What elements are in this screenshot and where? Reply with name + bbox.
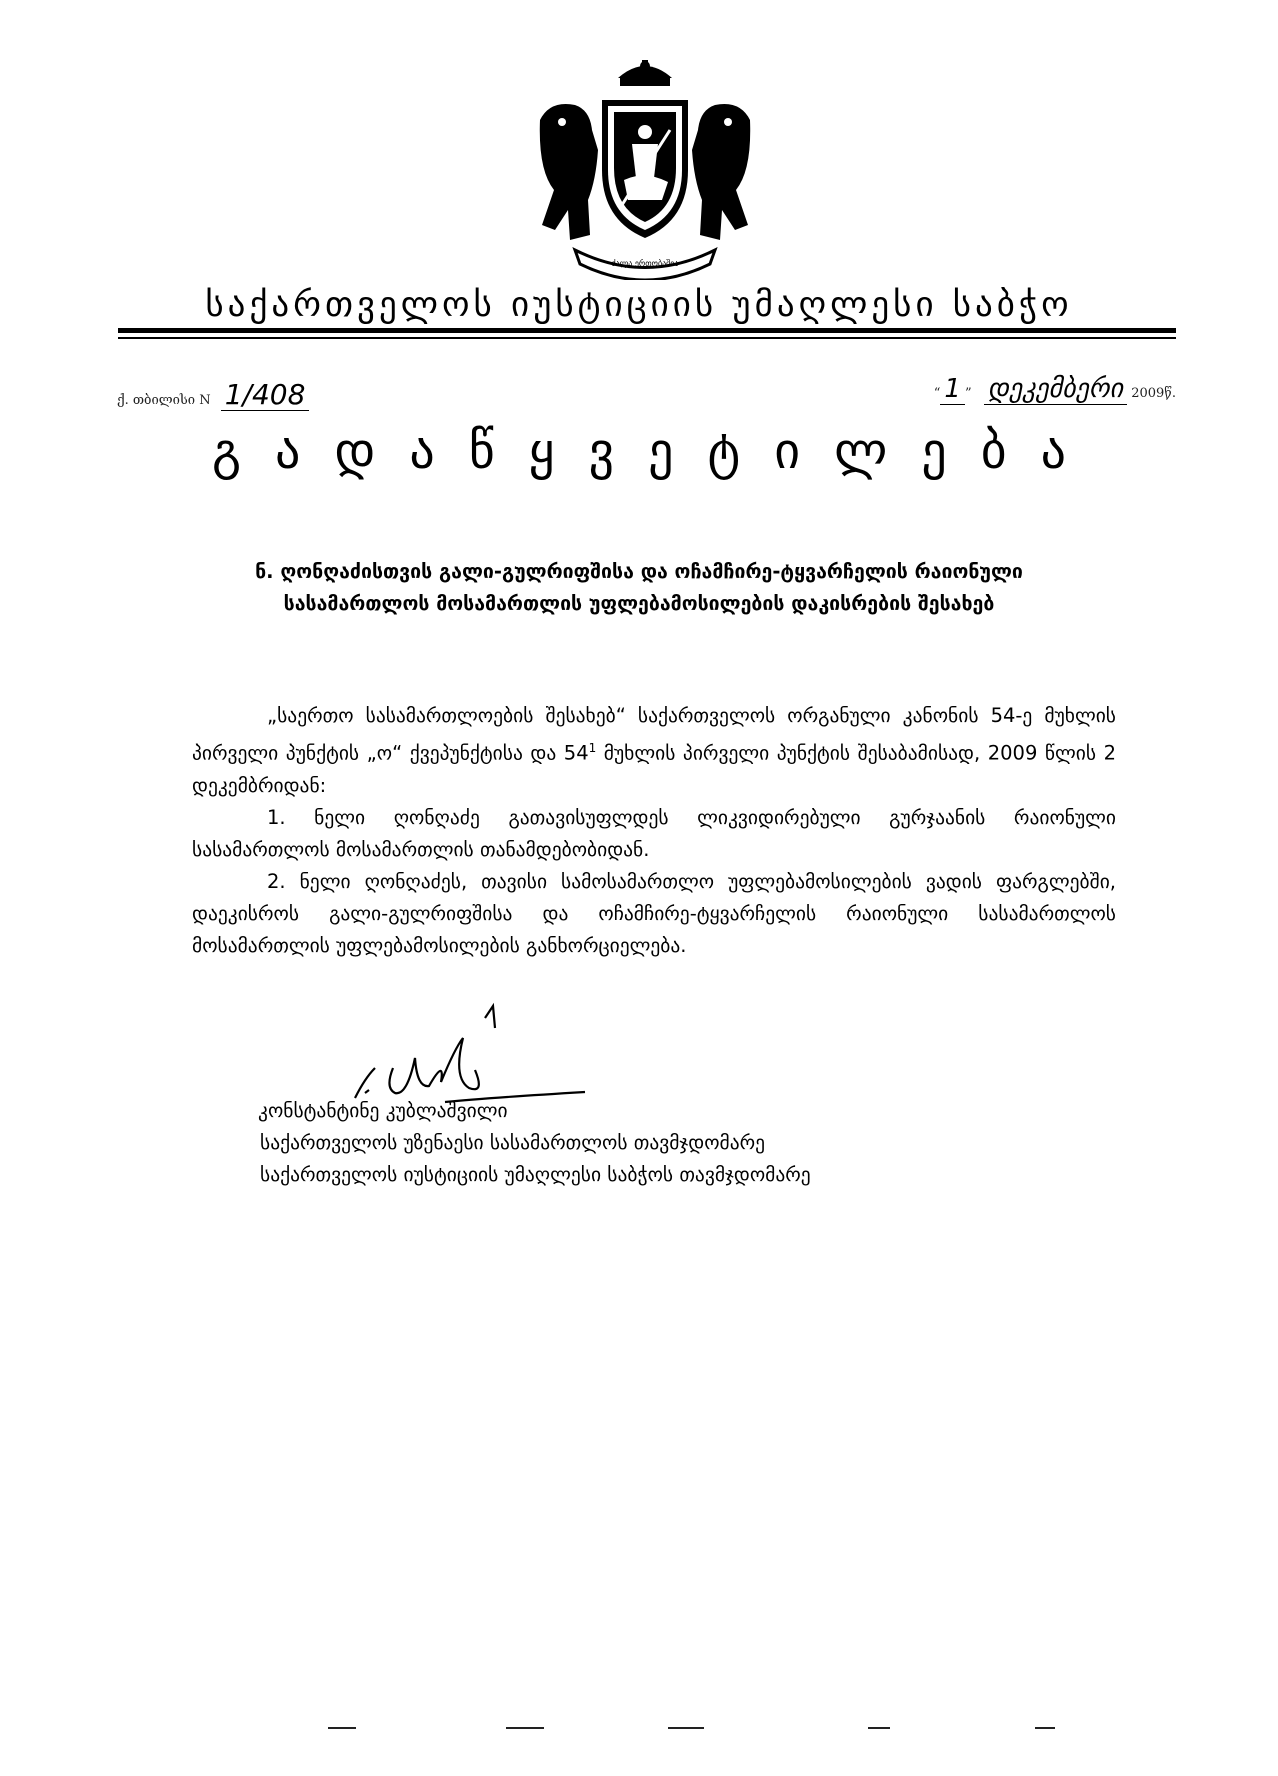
reference-number-line (117, 380, 309, 411)
subject-heading (200, 556, 1078, 620)
signature-block (258, 1095, 811, 1191)
header-rule-thick (118, 328, 1176, 333)
item-2: 2. ნელი ღონღაძეს, თავისი სამოსამართლო უფლებამოსილების ვადის ფარგლებში, დაეკისროს გალი-გულრიფშისა და ოჩამჩირე-ტყვარჩელის რაიონული სასამართლოს მოსამართლის უფლებამოსილების განხორციელება. (192, 869, 1116, 957)
council-title: საქართველოს იუსტიციის უმაღლესი საბჭო (205, 285, 1073, 325)
footer-dash (868, 1727, 890, 1729)
subject-line-2: სასამართლოს მოსამართლის უფლებამოსილების დაკისრების შესახებ (283, 592, 995, 615)
date-year: 2009წ. (1131, 386, 1176, 401)
signer-title-2: საქართველოს იუსტიციის უმაღლესი საბჭოს თავმჯდომარე (260, 1163, 811, 1186)
reference-label: ქ. თბილისი N (117, 393, 211, 408)
signer-name: კონსტანტინე კუბლაშვილი (258, 1099, 508, 1122)
coat-of-arms-motto: ძალა ერთობაშია (611, 259, 679, 268)
document-body (192, 700, 1116, 962)
item-1: 1. ნელი ღონღაძე გათავისუფლდეს ლიკვიდირებული გურჯაანის რაიონული სასამართლოს მოსამართლის თანამდებობიდან. (192, 805, 1116, 861)
footer-dash (668, 1727, 704, 1729)
footer-dash (328, 1727, 356, 1729)
footer-dash (506, 1727, 544, 1729)
date-month: დეკემბერი (984, 374, 1127, 405)
reference-number: 1/408 (221, 380, 310, 411)
signer-title-1: საქართველოს უზენაესი სასამართლოს თავმჯდომარე (260, 1131, 766, 1154)
header-rule-thin (118, 337, 1176, 339)
subject-line-1: ნ. ღონღაძისთვის გალი-გულრიფშისა და ოჩამჩირე-ტყვარჩელის რაიონული (255, 560, 1023, 583)
intro-paragraph: „საერთო სასამართლოების შესახებ“ საქართველოს ორგანული კანონის 54-ე მუხლის პირველი პუნქტის „ო“ ქვეპუნქტისა და $54^1$ მუხლის პირველი პუნქტის შესაბამისად, 2009 წლის 2 დეკემბრიდან: (192, 704, 1116, 797)
footer-dash (1035, 1727, 1055, 1729)
document-title: გადაწყვეტილება (212, 422, 1100, 480)
coat-of-arms-emblem (520, 60, 770, 280)
date-line: “ 1 ” დეკემბერი 2009წ. (933, 374, 1176, 404)
date-day: 1 (940, 374, 965, 405)
